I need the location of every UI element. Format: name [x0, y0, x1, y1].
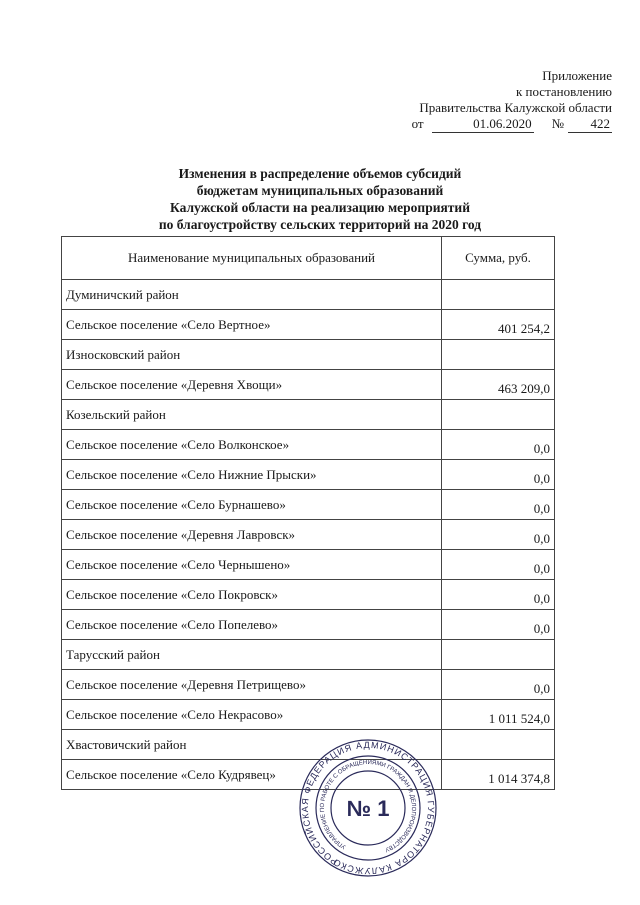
title-line: бюджетам муниципальных образований: [196, 183, 444, 198]
header-sum: Сумма, руб.: [442, 237, 555, 280]
table-body: [62, 280, 555, 790]
municipality-name: Сельское поселение «Село Нижние Прыски»: [62, 460, 442, 490]
table-row: [62, 460, 555, 490]
number-prefix: №: [551, 116, 564, 131]
appendix-line-2: к постановлению: [515, 84, 612, 99]
subsidy-amount: [442, 640, 555, 670]
title-line: Калужской области на реализацию мероприятий: [170, 200, 470, 215]
subsidy-amount: [442, 400, 555, 430]
municipality-name: Хвастовичский район: [62, 730, 442, 760]
subsidy-amount: 0,0: [442, 520, 555, 550]
municipality-name: Сельское поселение «Село Кудрявец»: [62, 760, 442, 790]
table-row: [62, 520, 555, 550]
table-row: [62, 340, 555, 370]
subsidy-amount: 0,0: [442, 670, 555, 700]
table-row: [62, 670, 555, 700]
title-line: Изменения в распределение объемов субсидий: [178, 166, 462, 181]
table-row: [62, 610, 555, 640]
table-row: [62, 490, 555, 520]
municipality-name: Козельский район: [62, 400, 442, 430]
table-row: [62, 310, 555, 340]
municipality-name: Сельское поселение «Село Вертное»: [62, 310, 442, 340]
table-row: [62, 640, 555, 670]
title-line: по благоустройству сельских территорий на 2020 год: [158, 217, 482, 232]
table-row: [62, 280, 555, 310]
table-row: [62, 430, 555, 460]
municipality-name: Сельское поселение «Деревня Петрищево»: [62, 670, 442, 700]
subsidy-amount: 0,0: [442, 550, 555, 580]
municipality-name: Тарусский район: [62, 640, 442, 670]
table-row: [62, 700, 555, 730]
appendix-line-3: Правительства Калужской области: [419, 100, 612, 115]
subsidy-amount: 1 011 524,0: [442, 700, 555, 730]
official-seal: [298, 738, 438, 878]
municipality-name: Сельское поселение «Село Покровск»: [62, 580, 442, 610]
municipality-name: Сельское поселение «Село Чернышено»: [62, 550, 442, 580]
subsidy-amount: 0,0: [442, 460, 555, 490]
seal-outer-text: РОССИЙСКАЯ ФЕДЕРАЦИЯ АДМИНИСТРАЦИЯ ГУБЕРНАТОРА КАЛУЖСКОЙ: [299, 739, 437, 877]
decree-number: 422: [568, 116, 612, 133]
municipality-name: Сельское поселение «Село Некрасово»: [62, 700, 442, 730]
appendix-date-line: [412, 116, 612, 133]
subsidy-amount: 0,0: [442, 610, 555, 640]
municipality-name: Думиничский район: [62, 280, 442, 310]
subsidy-amount: 0,0: [442, 430, 555, 460]
document-title: [110, 165, 530, 233]
subsidy-amount: [442, 730, 555, 760]
municipality-name: Сельское поселение «Село Бурнашево»: [62, 490, 442, 520]
municipality-name: Сельское поселение «Село Волконское»: [62, 430, 442, 460]
subsidy-amount: 463 209,0: [442, 370, 555, 400]
table-row: [62, 550, 555, 580]
subsidy-amount: 1 014 374,8: [442, 760, 555, 790]
table-row: [62, 580, 555, 610]
subsidy-amount: 401 254,2: [442, 310, 555, 340]
table-row: [62, 400, 555, 430]
seal-number: № 1: [346, 796, 390, 821]
subsidy-table: [61, 236, 555, 790]
municipality-name: Износковский район: [62, 340, 442, 370]
decree-date: 01.06.2020: [432, 116, 534, 133]
subsidy-amount: [442, 280, 555, 310]
subsidy-amount: [442, 340, 555, 370]
municipality-name: Сельское поселение «Село Попелево»: [62, 610, 442, 640]
subsidy-amount: 0,0: [442, 490, 555, 520]
table-row: [62, 370, 555, 400]
table-header-row: [62, 237, 555, 280]
municipality-name: Сельское поселение «Деревня Лавровск»: [62, 520, 442, 550]
date-prefix: от: [411, 116, 424, 131]
header-name: Наименование муниципальных образований: [62, 237, 442, 280]
subsidy-amount: 0,0: [442, 580, 555, 610]
municipality-name: Сельское поселение «Деревня Хвощи»: [62, 370, 442, 400]
appendix-header: [412, 68, 612, 133]
seal-inner-text: УПРАВЛЕНИЕ ПО РАБОТЕ С ОБРАЩЕНИЯМИ ГРАЖДАН И ДЕЛОПРОИЗВОДСТВУ: [319, 759, 417, 853]
appendix-line-1: Приложение: [542, 68, 612, 83]
